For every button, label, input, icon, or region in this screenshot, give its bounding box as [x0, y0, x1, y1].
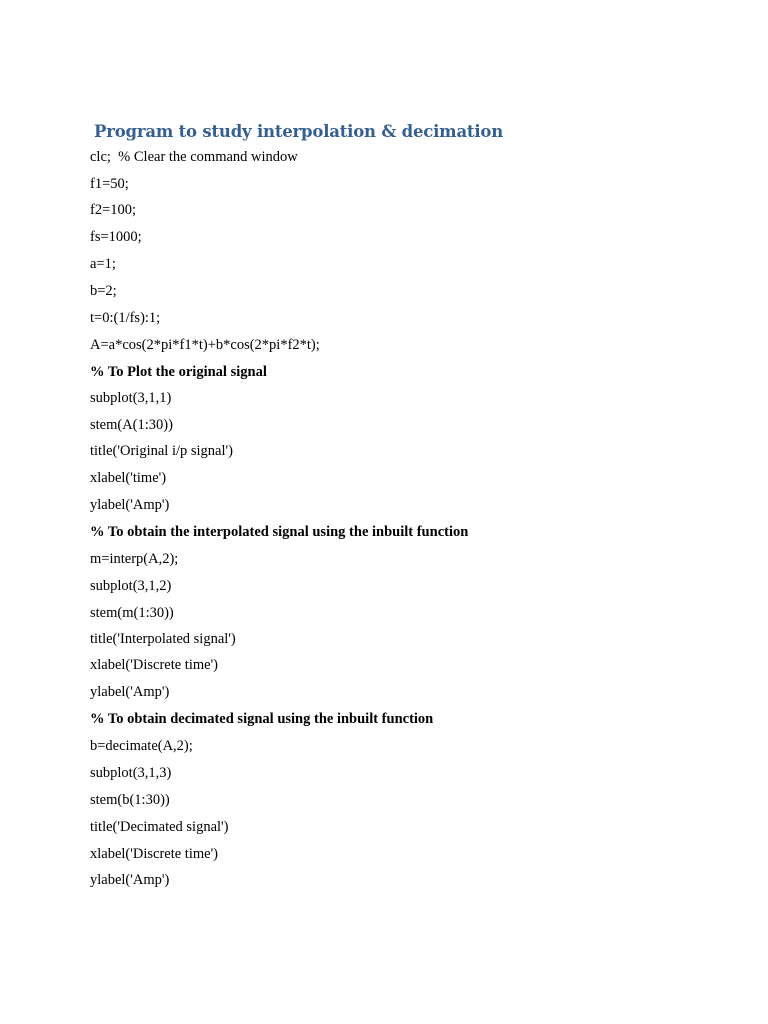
code-line: subplot(3,1,1) [90, 390, 172, 406]
code-line: A=a*cos(2*pi*f1*t)+b*cos(2*pi*f2*t); [90, 337, 320, 353]
code-line: ylabel('Amp') [90, 872, 170, 888]
code-line: subplot(3,1,3) [90, 765, 172, 781]
code-line: a=1; [90, 256, 116, 272]
code-line: xlabel('Discrete time') [90, 657, 219, 673]
code-line: b=2; [90, 283, 117, 299]
code-line: xlabel('time') [90, 470, 167, 486]
code-line: title('Decimated signal') [90, 819, 229, 835]
code-line: stem(m(1:30)) [90, 605, 174, 621]
code-line: m=interp(A,2); [90, 551, 179, 567]
section-comment: % To Plot the original signal [90, 364, 267, 380]
section-comment: % To obtain decimated signal using the inbuilt function [90, 711, 434, 727]
code-line: fs=1000; [90, 229, 142, 245]
code-line: t=0:(1/fs):1; [90, 310, 161, 326]
code-line: stem(b(1:30)) [90, 792, 170, 808]
section-comment: % To obtain the interpolated signal using the inbuilt function [90, 524, 469, 540]
code-line: xlabel('Discrete time') [90, 846, 219, 862]
code-line: f2=100; [90, 202, 137, 218]
code-line: title('Interpolated signal') [90, 631, 236, 647]
code-line: subplot(3,1,2) [90, 578, 172, 594]
code-line: f1=50; [90, 176, 129, 192]
code-line: ylabel('Amp') [90, 684, 170, 700]
code-line: clc; % Clear the command window [90, 149, 298, 165]
code-line: b=decimate(A,2); [90, 738, 193, 754]
code-line: title('Original i/p signal') [90, 443, 233, 459]
code-line: ylabel('Amp') [90, 497, 170, 513]
code-line: stem(A(1:30)) [90, 417, 173, 433]
document-title: Program to study interpolation & decimation [94, 122, 504, 141]
